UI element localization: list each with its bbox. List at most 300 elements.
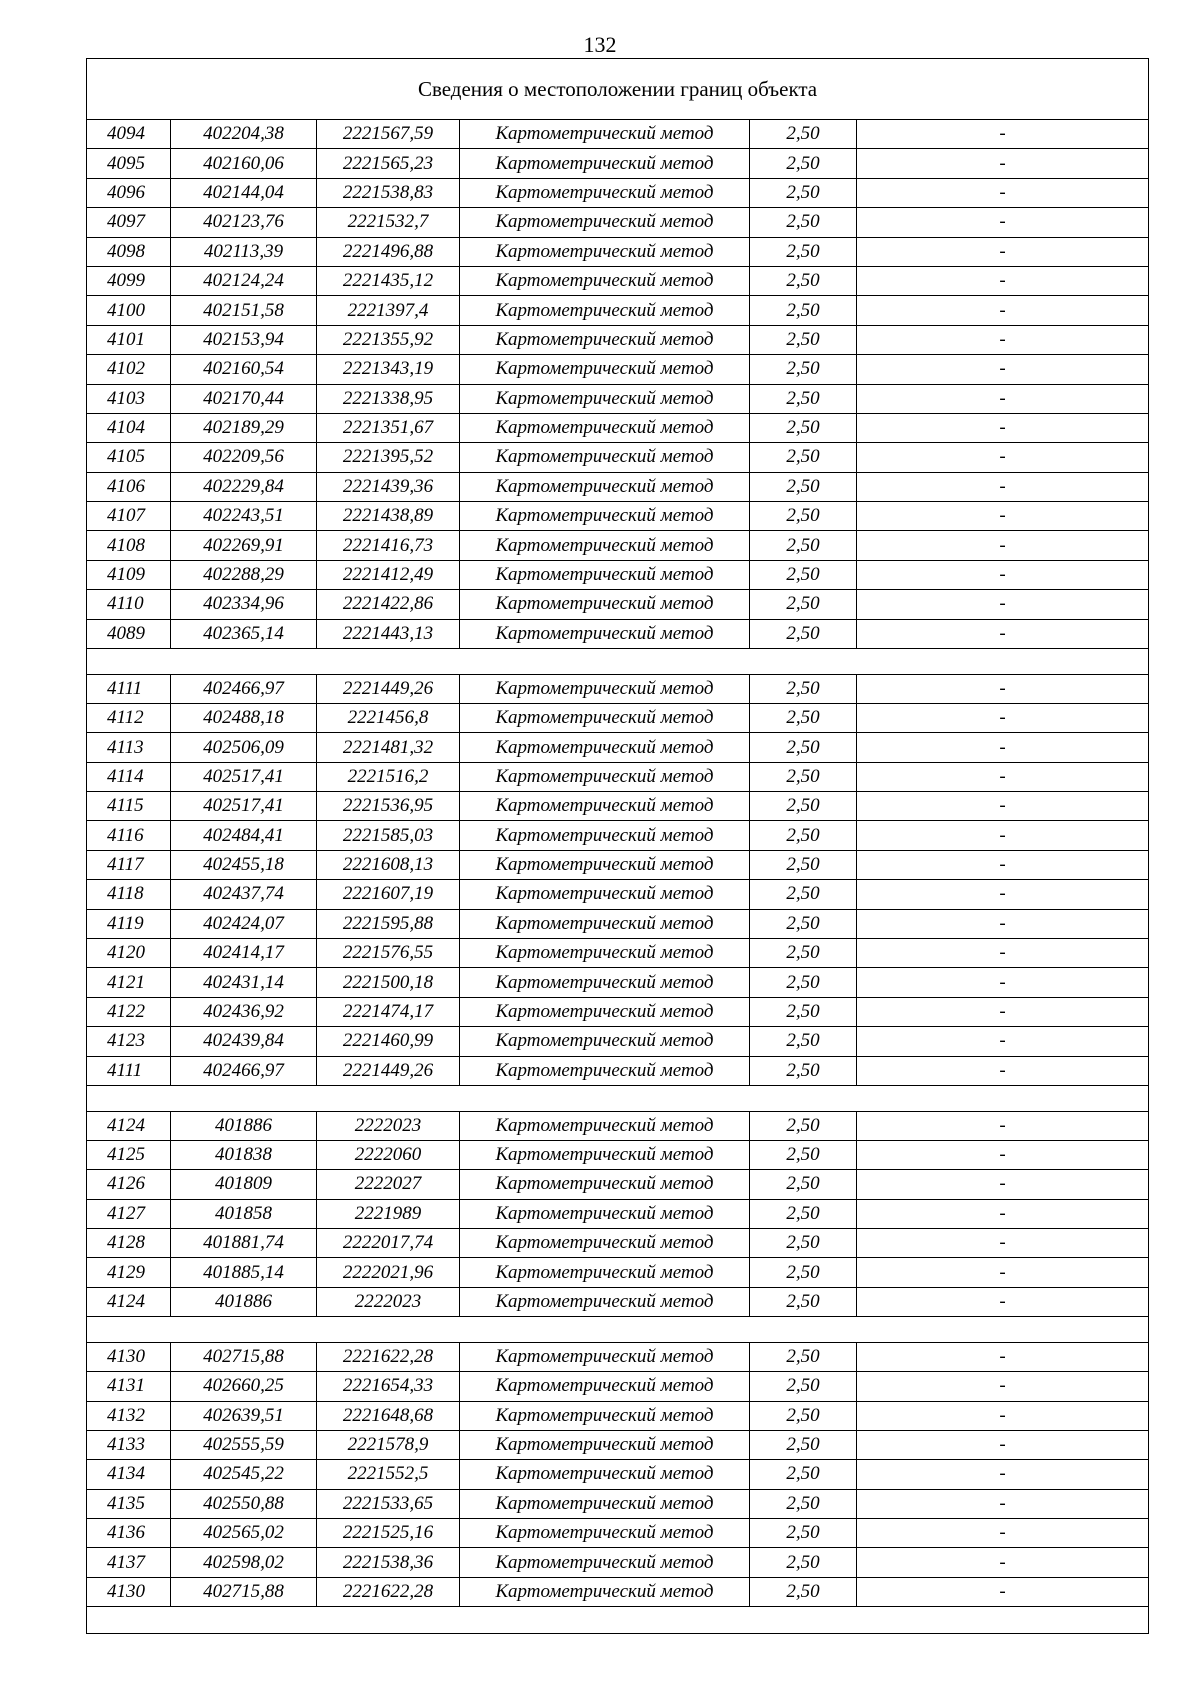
table-row [87, 384, 1149, 413]
description-cell: - [857, 1489, 1149, 1518]
point-number-cell: 4111 [87, 674, 171, 703]
precision-cell: 2,50 [750, 149, 857, 178]
table-row [87, 266, 1149, 295]
method-cell: Картометрический метод [460, 1401, 750, 1430]
precision-cell: 2,50 [750, 733, 857, 762]
x-coordinate-cell: 402439,84 [171, 1027, 317, 1056]
description-cell: - [857, 1027, 1149, 1056]
point-number-cell: 4121 [87, 968, 171, 997]
table-row [87, 1287, 1149, 1316]
table-row [87, 178, 1149, 207]
description-cell: - [857, 850, 1149, 879]
point-number-cell: 4100 [87, 296, 171, 325]
point-number-cell: 4104 [87, 413, 171, 442]
description-cell: - [857, 384, 1149, 413]
precision-cell: 2,50 [750, 560, 857, 589]
point-number-cell: 4096 [87, 178, 171, 207]
method-cell: Картометрический метод [460, 909, 750, 938]
description-cell: - [857, 502, 1149, 531]
method-cell: Картометрический метод [460, 674, 750, 703]
table-row [87, 792, 1149, 821]
point-number-cell: 4123 [87, 1027, 171, 1056]
description-cell: - [857, 1287, 1149, 1316]
method-cell: Картометрический метод [460, 1430, 750, 1459]
page-number: 132 [583, 32, 617, 57]
precision-cell: 2,50 [750, 968, 857, 997]
precision-cell: 2,50 [750, 590, 857, 619]
precision-cell: 2,50 [750, 266, 857, 295]
x-coordinate-cell: 402334,96 [171, 590, 317, 619]
method-cell: Картометрический метод [460, 413, 750, 442]
point-number-cell: 4132 [87, 1401, 171, 1430]
description-cell: - [857, 1342, 1149, 1371]
x-coordinate-cell: 402455,18 [171, 850, 317, 879]
point-number-cell: 4110 [87, 590, 171, 619]
description-cell: - [857, 149, 1149, 178]
y-coordinate-cell: 2221525,16 [317, 1519, 460, 1548]
precision-cell: 2,50 [750, 1056, 857, 1085]
precision-cell: 2,50 [750, 1170, 857, 1199]
method-cell: Картометрический метод [460, 325, 750, 354]
point-number-cell: 4128 [87, 1229, 171, 1258]
x-coordinate-cell: 401881,74 [171, 1229, 317, 1258]
method-cell: Картометрический метод [460, 619, 750, 648]
x-coordinate-cell: 401858 [171, 1199, 317, 1228]
precision-cell: 2,50 [750, 792, 857, 821]
method-cell: Картометрический метод [460, 1258, 750, 1287]
point-number-cell: 4137 [87, 1548, 171, 1577]
precision-cell: 2,50 [750, 674, 857, 703]
x-coordinate-cell: 402424,07 [171, 909, 317, 938]
table-row [87, 880, 1149, 909]
table-row [87, 1372, 1149, 1401]
precision-cell: 2,50 [750, 619, 857, 648]
description-cell: - [857, 1199, 1149, 1228]
table-row [87, 531, 1149, 560]
precision-cell: 2,50 [750, 413, 857, 442]
separator-cell [87, 1607, 1149, 1634]
method-cell: Картометрический метод [460, 502, 750, 531]
x-coordinate-cell: 402466,97 [171, 1056, 317, 1085]
table-title: Сведения о местоположении границ объекта [87, 59, 1149, 120]
y-coordinate-cell: 2221456,8 [317, 703, 460, 732]
description-cell: - [857, 1170, 1149, 1199]
x-coordinate-cell: 402123,76 [171, 208, 317, 237]
precision-cell: 2,50 [750, 502, 857, 531]
description-cell: - [857, 1111, 1149, 1140]
precision-cell: 2,50 [750, 1460, 857, 1489]
method-cell: Картометрический метод [460, 880, 750, 909]
method-cell: Картометрический метод [460, 120, 750, 149]
y-coordinate-cell: 2221416,73 [317, 531, 460, 560]
table-row [87, 1027, 1149, 1056]
method-cell: Картометрический метод [460, 560, 750, 589]
y-coordinate-cell: 2222021,96 [317, 1258, 460, 1287]
method-cell: Картометрический метод [460, 590, 750, 619]
point-number-cell: 4102 [87, 355, 171, 384]
description-cell: - [857, 178, 1149, 207]
method-cell: Картометрический метод [460, 531, 750, 560]
table-row [87, 296, 1149, 325]
point-number-cell: 4105 [87, 443, 171, 472]
table-header-row [87, 59, 1149, 120]
point-number-cell: 4117 [87, 850, 171, 879]
table-row [87, 939, 1149, 968]
x-coordinate-cell: 402365,14 [171, 619, 317, 648]
y-coordinate-cell: 2221595,88 [317, 909, 460, 938]
table-row [87, 443, 1149, 472]
table-row [87, 472, 1149, 501]
precision-cell: 2,50 [750, 1372, 857, 1401]
method-cell: Картометрический метод [460, 703, 750, 732]
y-coordinate-cell: 2221565,23 [317, 149, 460, 178]
method-cell: Картометрический метод [460, 1460, 750, 1489]
x-coordinate-cell: 402288,29 [171, 560, 317, 589]
precision-cell: 2,50 [750, 296, 857, 325]
x-coordinate-cell: 402113,39 [171, 237, 317, 266]
y-coordinate-cell: 2221622,28 [317, 1342, 460, 1371]
x-coordinate-cell: 402151,58 [171, 296, 317, 325]
point-number-cell: 4095 [87, 149, 171, 178]
method-cell: Картометрический метод [460, 237, 750, 266]
point-number-cell: 4127 [87, 1199, 171, 1228]
precision-cell: 2,50 [750, 1140, 857, 1169]
table-row [87, 968, 1149, 997]
point-number-cell: 4130 [87, 1577, 171, 1606]
method-cell: Картометрический метод [460, 472, 750, 501]
description-cell: - [857, 1140, 1149, 1169]
y-coordinate-cell: 2221989 [317, 1199, 460, 1228]
x-coordinate-cell: 401885,14 [171, 1258, 317, 1287]
point-number-cell: 4115 [87, 792, 171, 821]
x-coordinate-cell: 402243,51 [171, 502, 317, 531]
description-cell: - [857, 909, 1149, 938]
description-cell: - [857, 619, 1149, 648]
description-cell: - [857, 1577, 1149, 1606]
precision-cell: 2,50 [750, 384, 857, 413]
y-coordinate-cell: 2221435,12 [317, 266, 460, 295]
description-cell: - [857, 821, 1149, 850]
table-row [87, 619, 1149, 648]
x-coordinate-cell: 402160,06 [171, 149, 317, 178]
x-coordinate-cell: 402124,24 [171, 266, 317, 295]
point-number-cell: 4122 [87, 997, 171, 1026]
x-coordinate-cell: 402639,51 [171, 1401, 317, 1430]
point-number-cell: 4113 [87, 733, 171, 762]
description-cell: - [857, 1056, 1149, 1085]
table-row [87, 1056, 1149, 1085]
precision-cell: 2,50 [750, 1519, 857, 1548]
point-number-cell: 4099 [87, 266, 171, 295]
table-row [87, 208, 1149, 237]
y-coordinate-cell: 2221648,68 [317, 1401, 460, 1430]
table-row [87, 674, 1149, 703]
precision-cell: 2,50 [750, 325, 857, 354]
point-number-cell: 4129 [87, 1258, 171, 1287]
description-cell: - [857, 674, 1149, 703]
table-row [87, 850, 1149, 879]
method-cell: Картометрический метод [460, 762, 750, 791]
table-row [87, 821, 1149, 850]
table-row [87, 590, 1149, 619]
table-row [87, 1430, 1149, 1459]
y-coordinate-cell: 2221449,26 [317, 674, 460, 703]
table-row [87, 1199, 1149, 1228]
x-coordinate-cell: 402209,56 [171, 443, 317, 472]
y-coordinate-cell: 2221338,95 [317, 384, 460, 413]
x-coordinate-cell: 402565,02 [171, 1519, 317, 1548]
point-number-cell: 4112 [87, 703, 171, 732]
table-row [87, 1229, 1149, 1258]
method-cell: Картометрический метод [460, 1372, 750, 1401]
precision-cell: 2,50 [750, 1548, 857, 1577]
precision-cell: 2,50 [750, 1430, 857, 1459]
precision-cell: 2,50 [750, 880, 857, 909]
point-number-cell: 4111 [87, 1056, 171, 1085]
precision-cell: 2,50 [750, 1401, 857, 1430]
y-coordinate-cell: 2222023 [317, 1287, 460, 1316]
description-cell: - [857, 325, 1149, 354]
precision-cell: 2,50 [750, 909, 857, 938]
method-cell: Картометрический метод [460, 850, 750, 879]
x-coordinate-cell: 402598,02 [171, 1548, 317, 1577]
y-coordinate-cell: 2221439,36 [317, 472, 460, 501]
table-row [87, 762, 1149, 791]
precision-cell: 2,50 [750, 531, 857, 560]
point-number-cell: 4107 [87, 502, 171, 531]
x-coordinate-cell: 402160,54 [171, 355, 317, 384]
x-coordinate-cell: 402545,22 [171, 1460, 317, 1489]
precision-cell: 2,50 [750, 237, 857, 266]
method-cell: Картометрический метод [460, 1140, 750, 1169]
boundary-coordinates-table [86, 58, 1149, 1634]
description-cell: - [857, 792, 1149, 821]
precision-cell: 2,50 [750, 472, 857, 501]
table-row [87, 1401, 1149, 1430]
separator-cell [87, 649, 1149, 675]
x-coordinate-cell: 402506,09 [171, 733, 317, 762]
table-row [87, 237, 1149, 266]
y-coordinate-cell: 2221438,89 [317, 502, 460, 531]
method-cell: Картометрический метод [460, 821, 750, 850]
description-cell: - [857, 590, 1149, 619]
precision-cell: 2,50 [750, 1199, 857, 1228]
table-row [87, 1489, 1149, 1518]
table-row [87, 703, 1149, 732]
table-row [87, 909, 1149, 938]
point-number-cell: 4097 [87, 208, 171, 237]
description-cell: - [857, 997, 1149, 1026]
description-cell: - [857, 880, 1149, 909]
point-number-cell: 4126 [87, 1170, 171, 1199]
precision-cell: 2,50 [750, 1229, 857, 1258]
x-coordinate-cell: 402517,41 [171, 792, 317, 821]
description-cell: - [857, 266, 1149, 295]
y-coordinate-cell: 2221516,2 [317, 762, 460, 791]
group-separator-row [87, 1317, 1149, 1343]
description-cell: - [857, 443, 1149, 472]
point-number-cell: 4119 [87, 909, 171, 938]
precision-cell: 2,50 [750, 443, 857, 472]
y-coordinate-cell: 2221481,32 [317, 733, 460, 762]
precision-cell: 2,50 [750, 1027, 857, 1056]
x-coordinate-cell: 402229,84 [171, 472, 317, 501]
y-coordinate-cell: 2221576,55 [317, 939, 460, 968]
description-cell: - [857, 472, 1149, 501]
y-coordinate-cell: 2221395,52 [317, 443, 460, 472]
precision-cell: 2,50 [750, 1489, 857, 1518]
method-cell: Картометрический метод [460, 266, 750, 295]
point-number-cell: 4109 [87, 560, 171, 589]
method-cell: Картометрический метод [460, 1170, 750, 1199]
description-cell: - [857, 560, 1149, 589]
point-number-cell: 4098 [87, 237, 171, 266]
point-number-cell: 4114 [87, 762, 171, 791]
description-cell: - [857, 1258, 1149, 1287]
x-coordinate-cell: 401886 [171, 1111, 317, 1140]
method-cell: Картометрический метод [460, 792, 750, 821]
method-cell: Картометрический метод [460, 1111, 750, 1140]
precision-cell: 2,50 [750, 703, 857, 732]
point-number-cell: 4130 [87, 1342, 171, 1371]
table-row [87, 502, 1149, 531]
method-cell: Картометрический метод [460, 968, 750, 997]
precision-cell: 2,50 [750, 1258, 857, 1287]
point-number-cell: 4116 [87, 821, 171, 850]
y-coordinate-cell: 2221578,9 [317, 1430, 460, 1459]
method-cell: Картометрический метод [460, 208, 750, 237]
point-number-cell: 4108 [87, 531, 171, 560]
method-cell: Картометрический метод [460, 178, 750, 207]
method-cell: Картометрический метод [460, 149, 750, 178]
table-row [87, 1170, 1149, 1199]
method-cell: Картометрический метод [460, 1519, 750, 1548]
y-coordinate-cell: 2221538,83 [317, 178, 460, 207]
table-row [87, 120, 1149, 149]
table-row [87, 1519, 1149, 1548]
x-coordinate-cell: 402517,41 [171, 762, 317, 791]
separator-cell [87, 1317, 1149, 1343]
precision-cell: 2,50 [750, 821, 857, 850]
description-cell: - [857, 703, 1149, 732]
x-coordinate-cell: 402466,97 [171, 674, 317, 703]
x-coordinate-cell: 402715,88 [171, 1577, 317, 1606]
description-cell: - [857, 1372, 1149, 1401]
point-number-cell: 4103 [87, 384, 171, 413]
table-row [87, 997, 1149, 1026]
x-coordinate-cell: 401809 [171, 1170, 317, 1199]
description-cell: - [857, 733, 1149, 762]
precision-cell: 2,50 [750, 762, 857, 791]
table-row [87, 413, 1149, 442]
method-cell: Картометрический метод [460, 1342, 750, 1371]
method-cell: Картометрический метод [460, 733, 750, 762]
table-row [87, 1258, 1149, 1287]
x-coordinate-cell: 401838 [171, 1140, 317, 1169]
x-coordinate-cell: 402204,38 [171, 120, 317, 149]
table-row [87, 325, 1149, 354]
method-cell: Картометрический метод [460, 939, 750, 968]
y-coordinate-cell: 2221622,28 [317, 1577, 460, 1606]
y-coordinate-cell: 2221536,95 [317, 792, 460, 821]
method-cell: Картометрический метод [460, 1548, 750, 1577]
precision-cell: 2,50 [750, 355, 857, 384]
description-cell: - [857, 413, 1149, 442]
description-cell: - [857, 531, 1149, 560]
y-coordinate-cell: 2221567,59 [317, 120, 460, 149]
y-coordinate-cell: 2221443,13 [317, 619, 460, 648]
description-cell: - [857, 1460, 1149, 1489]
method-cell: Картометрический метод [460, 1489, 750, 1518]
x-coordinate-cell: 402153,94 [171, 325, 317, 354]
y-coordinate-cell: 2221552,5 [317, 1460, 460, 1489]
x-coordinate-cell: 402437,74 [171, 880, 317, 909]
description-cell: - [857, 939, 1149, 968]
description-cell: - [857, 1519, 1149, 1548]
y-coordinate-cell: 2221474,17 [317, 997, 460, 1026]
method-cell: Картометрический метод [460, 1287, 750, 1316]
method-cell: Картометрический метод [460, 1056, 750, 1085]
y-coordinate-cell: 2221355,92 [317, 325, 460, 354]
table-row [87, 1548, 1149, 1577]
table-footer-row [87, 1607, 1149, 1634]
x-coordinate-cell: 402144,04 [171, 178, 317, 207]
y-coordinate-cell: 2222027 [317, 1170, 460, 1199]
x-coordinate-cell: 402414,17 [171, 939, 317, 968]
x-coordinate-cell: 402555,59 [171, 1430, 317, 1459]
y-coordinate-cell: 2221532,7 [317, 208, 460, 237]
precision-cell: 2,50 [750, 120, 857, 149]
point-number-cell: 4089 [87, 619, 171, 648]
y-coordinate-cell: 2221533,65 [317, 1489, 460, 1518]
y-coordinate-cell: 2221351,67 [317, 413, 460, 442]
x-coordinate-cell: 402170,44 [171, 384, 317, 413]
point-number-cell: 4133 [87, 1430, 171, 1459]
x-coordinate-cell: 402488,18 [171, 703, 317, 732]
point-number-cell: 4134 [87, 1460, 171, 1489]
y-coordinate-cell: 2221343,19 [317, 355, 460, 384]
table-row [87, 560, 1149, 589]
precision-cell: 2,50 [750, 850, 857, 879]
x-coordinate-cell: 401886 [171, 1287, 317, 1316]
method-cell: Картометрический метод [460, 384, 750, 413]
method-cell: Картометрический метод [460, 997, 750, 1026]
y-coordinate-cell: 2221585,03 [317, 821, 460, 850]
precision-cell: 2,50 [750, 939, 857, 968]
precision-cell: 2,50 [750, 997, 857, 1026]
x-coordinate-cell: 402715,88 [171, 1342, 317, 1371]
point-number-cell: 4124 [87, 1111, 171, 1140]
precision-cell: 2,50 [750, 1577, 857, 1606]
y-coordinate-cell: 2221607,19 [317, 880, 460, 909]
point-number-cell: 4131 [87, 1372, 171, 1401]
method-cell: Картометрический метод [460, 1027, 750, 1056]
y-coordinate-cell: 2221412,49 [317, 560, 460, 589]
precision-cell: 2,50 [750, 178, 857, 207]
description-cell: - [857, 1229, 1149, 1258]
method-cell: Картометрический метод [460, 1577, 750, 1606]
point-number-cell: 4136 [87, 1519, 171, 1548]
y-coordinate-cell: 2222060 [317, 1140, 460, 1169]
x-coordinate-cell: 402550,88 [171, 1489, 317, 1518]
description-cell: - [857, 120, 1149, 149]
y-coordinate-cell: 2221654,33 [317, 1372, 460, 1401]
y-coordinate-cell: 2221422,86 [317, 590, 460, 619]
y-coordinate-cell: 2221538,36 [317, 1548, 460, 1577]
y-coordinate-cell: 2221397,4 [317, 296, 460, 325]
table-row [87, 1111, 1149, 1140]
point-number-cell: 4120 [87, 939, 171, 968]
